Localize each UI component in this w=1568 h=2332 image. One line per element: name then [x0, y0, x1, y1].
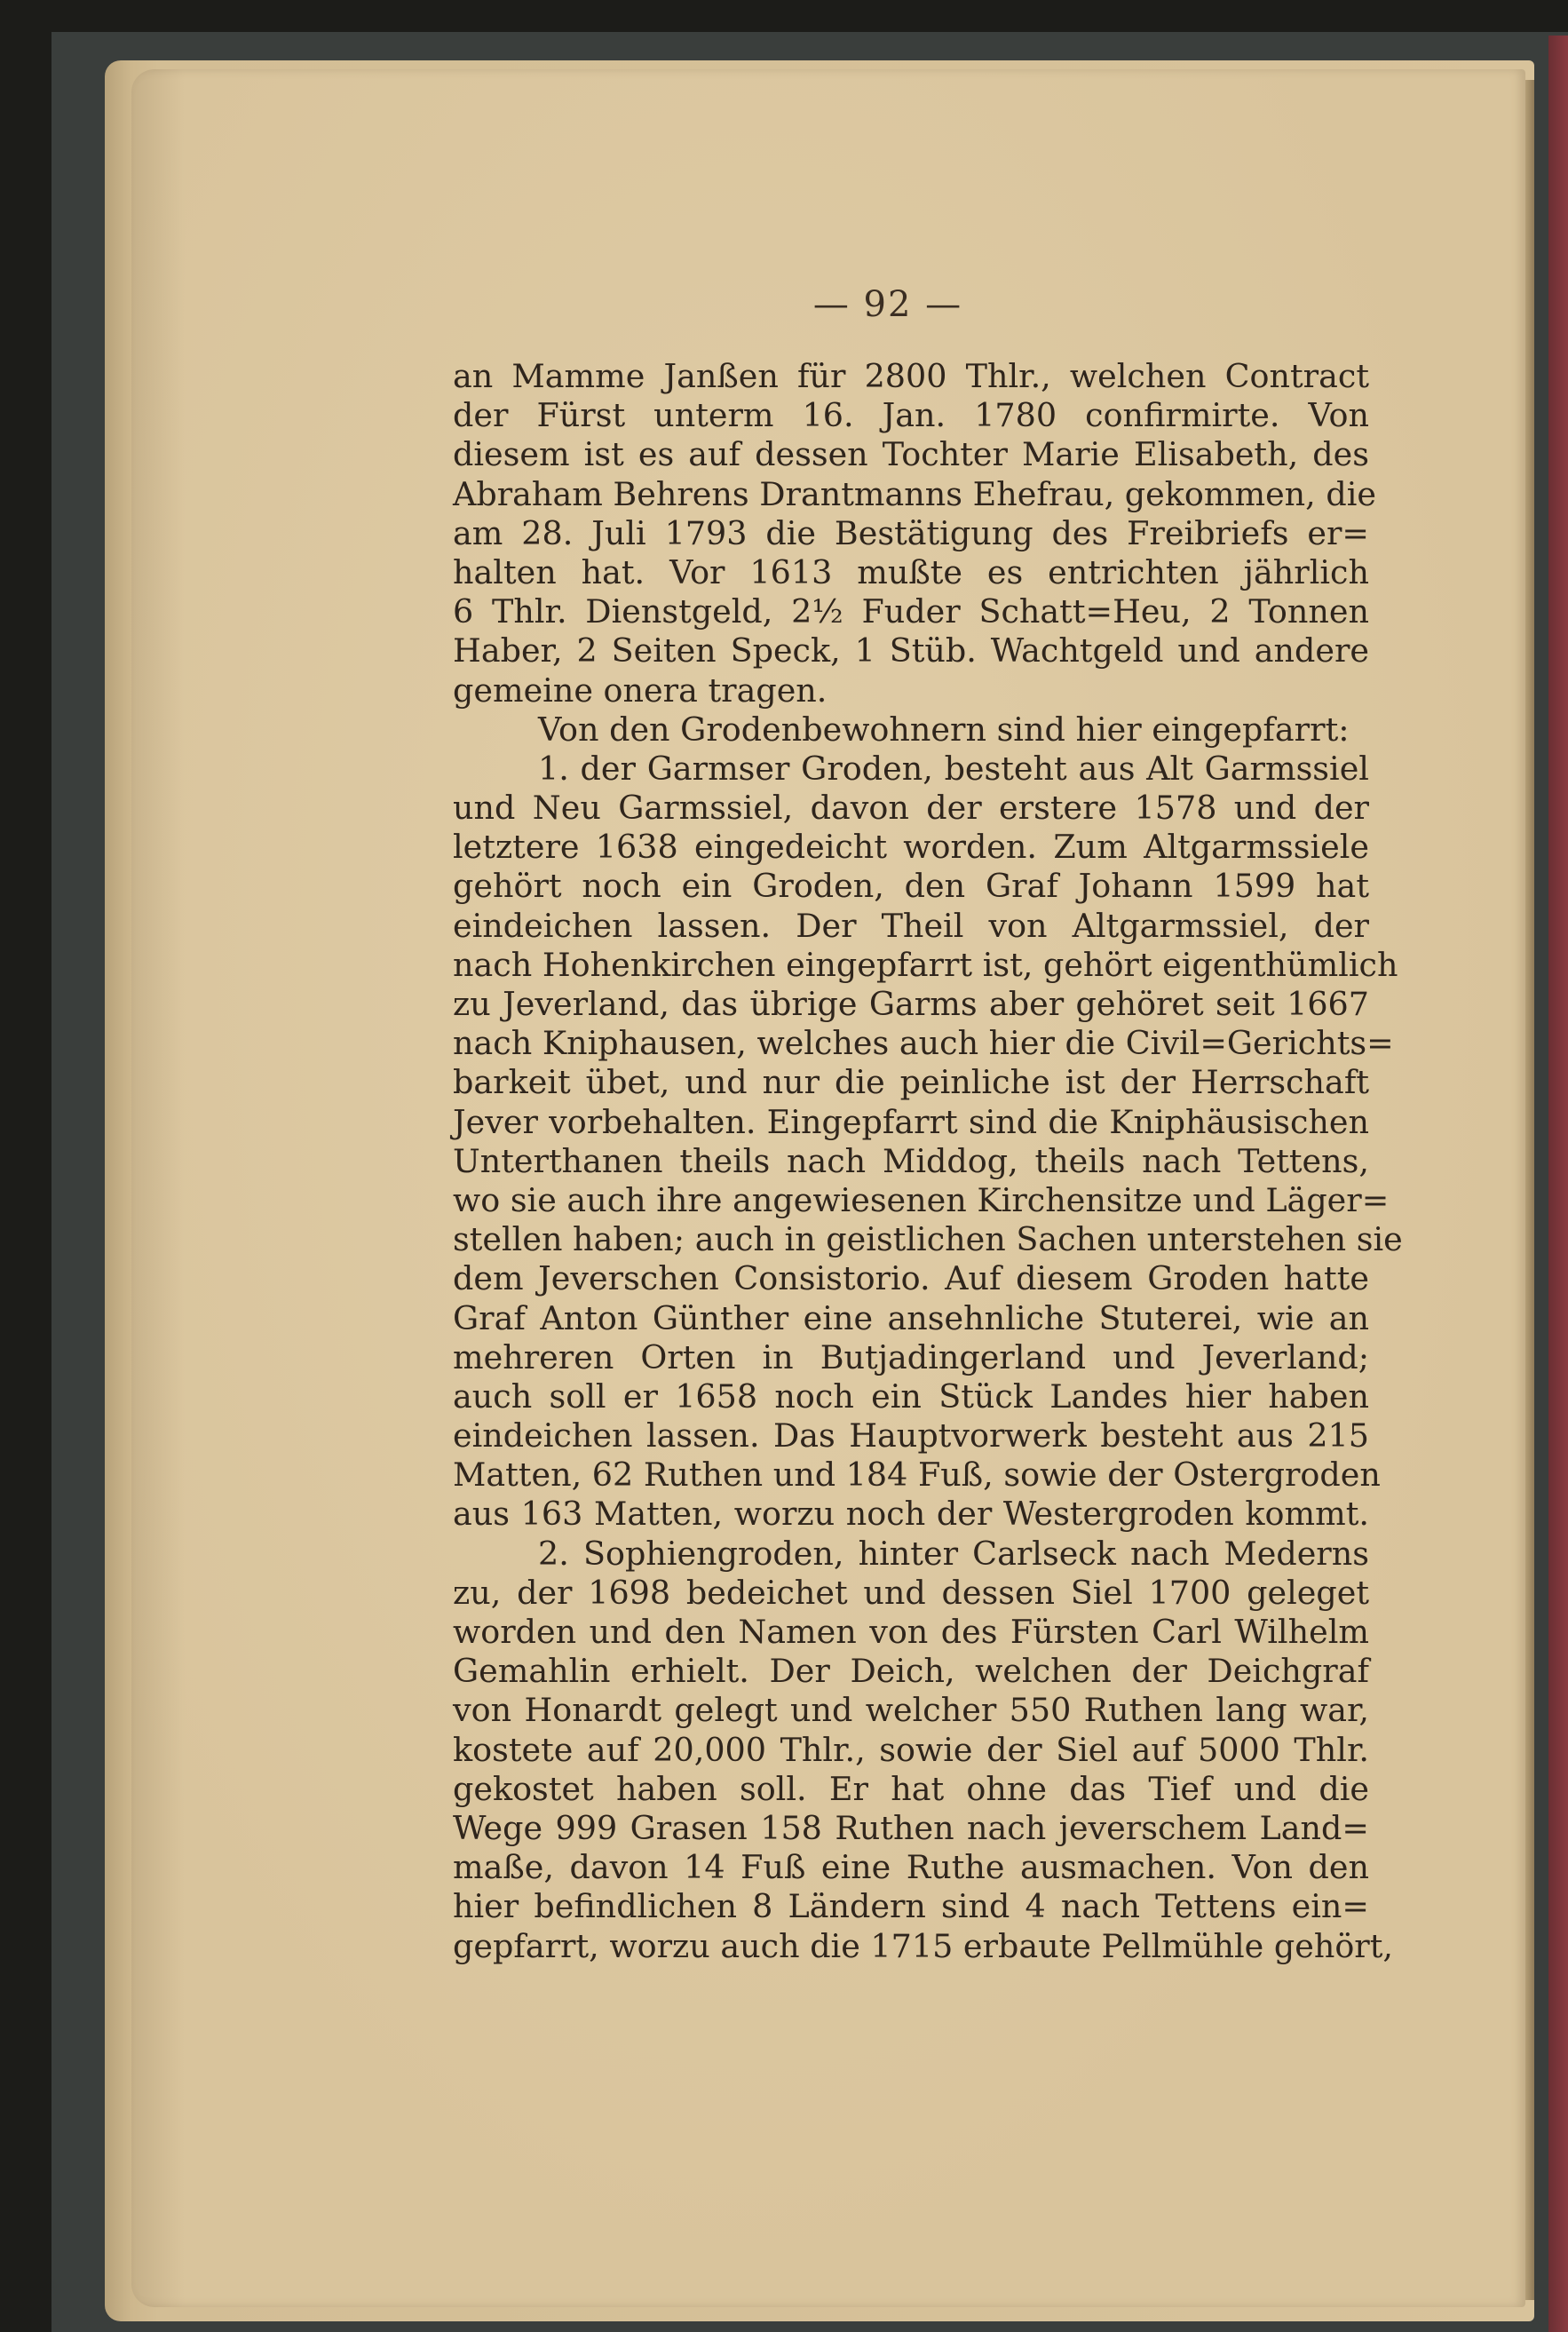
- page-gutter: [1525, 80, 1534, 2300]
- text-line: auch soll er 1658 noch ein Stück Landes hier haben: [453, 1376, 1369, 1416]
- text-line: von Honardt gelegt und welcher 550 Ruthen lang war,: [453, 1691, 1369, 1730]
- text-line: 6 Thlr. Dienstgeld, 2½ Fuder Schatt=Heu, 2 Tonnen: [453, 592, 1369, 631]
- text-line: maße, davon 14 Fuß eine Ruthe ausmachen. Von den: [453, 1848, 1369, 1887]
- text-line: letztere 1638 eingedeicht worden. Zum Altgarmssiele: [453, 828, 1369, 867]
- text-line: an Mamme Janßen für 2800 Thlr., welchen Contract: [453, 357, 1369, 395]
- text-line: der Fürst unterm 16. Jan. 1780 confirmirte. Von: [453, 396, 1369, 435]
- text-line: gepfarrt, worzu auch die 1715 erbaute Pellmühle gehört,: [453, 1926, 1394, 1965]
- text-line: halten hat. Vor 1613 mußte es entrichten jährlich: [453, 552, 1369, 591]
- page-number: — 92 —: [812, 284, 963, 325]
- text-line: wo sie auch ihre angewiesenen Kirchensitze und Läger=: [453, 1180, 1390, 1219]
- text-line: eindeichen lassen. Das Hauptvorwerk besteht aus 215: [453, 1416, 1369, 1456]
- text-line: zu, der 1698 bedeichet und dessen Siel 1700 geleget: [453, 1573, 1369, 1612]
- text-line: Gemahlin erhielt. Der Deich, welchen der Deichgraf: [453, 1652, 1369, 1691]
- text-line: nach Kniphausen, welches auch hier die Civil=Gerichts=: [453, 1024, 1394, 1063]
- text-line: Graf Anton Günther eine ansehnliche Stuterei, wie an: [453, 1298, 1369, 1337]
- text-line: hier befindlichen 8 Ländern sind 4 nach Tettens ein=: [453, 1887, 1369, 1926]
- text-line: zu Jeverland, das übrige Garms aber gehöret seit 1667: [453, 985, 1369, 1023]
- text-line: gekostet haben soll. Er hat ohne das Tief und die: [453, 1769, 1369, 1808]
- text-line: worden und den Namen von des Fürsten Carl Wilhelm: [453, 1613, 1369, 1651]
- book-spine-edge: [1548, 36, 1568, 2332]
- text-line: gehört noch ein Groden, den Graf Johann 1599 hat: [453, 867, 1369, 906]
- text-line: Jever vorbehalten. Eingepfarrt sind die Kniphäusischen: [453, 1102, 1369, 1141]
- text-line: mehreren Orten in Butjadingerland und Jeverland;: [453, 1337, 1369, 1376]
- text-line: eindeichen lassen. Der Theil von Altgarmssiel, der: [453, 906, 1369, 945]
- text-line: gemeine onera tragen.: [453, 670, 828, 710]
- text-line: Wege 999 Grasen 158 Ruthen nach jeverschem Land=: [453, 1808, 1369, 1847]
- text-line: 1. der Garmser Groden, besteht aus Alt Garmssiel: [538, 749, 1369, 788]
- text-line: 2. Sophiengroden, hinter Carlseck nach Mederns: [538, 1534, 1369, 1573]
- text-line: nach Hohenkirchen eingepfarrt ist, gehört eigenthümlich: [453, 945, 1398, 984]
- page-body-text: [453, 357, 1403, 1966]
- text-line: Matten, 62 Ruthen und 184 Fuß, sowie der Ostergroden: [453, 1456, 1381, 1495]
- text-line: Abraham Behrens Drantmanns Ehefrau, gekommen, die: [453, 474, 1377, 513]
- text-line: aus 163 Matten, worzu noch der Westergroden kommt.: [453, 1495, 1369, 1534]
- text-line: kostete auf 20,000 Thlr., sowie der Siel auf 5000 Thlr.: [453, 1730, 1369, 1769]
- text-line: Von den Grodenbewohnern sind hier eingepfarrt:: [538, 710, 1350, 749]
- text-line: und Neu Garmssiel, davon der erstere 1578 und der: [453, 789, 1369, 828]
- text-line: diesem ist es auf dessen Tochter Marie Elisabeth, des: [453, 435, 1369, 474]
- text-line: barkeit übet, und nur die peinliche ist der Herrschaft: [453, 1063, 1369, 1102]
- text-line: stellen haben; auch in geistlichen Sachen unterstehen sie: [453, 1220, 1403, 1259]
- text-line: Unterthanen theils nach Middog, theils nach Tettens,: [453, 1141, 1369, 1180]
- text-line: am 28. Juli 1793 die Bestätigung des Freibriefs er=: [453, 513, 1369, 552]
- text-line: dem Jeverschen Consistorio. Auf diesem Groden hatte: [453, 1259, 1369, 1298]
- text-line: Haber, 2 Seiten Speck, 1 Stüb. Wachtgeld und andere: [453, 631, 1369, 670]
